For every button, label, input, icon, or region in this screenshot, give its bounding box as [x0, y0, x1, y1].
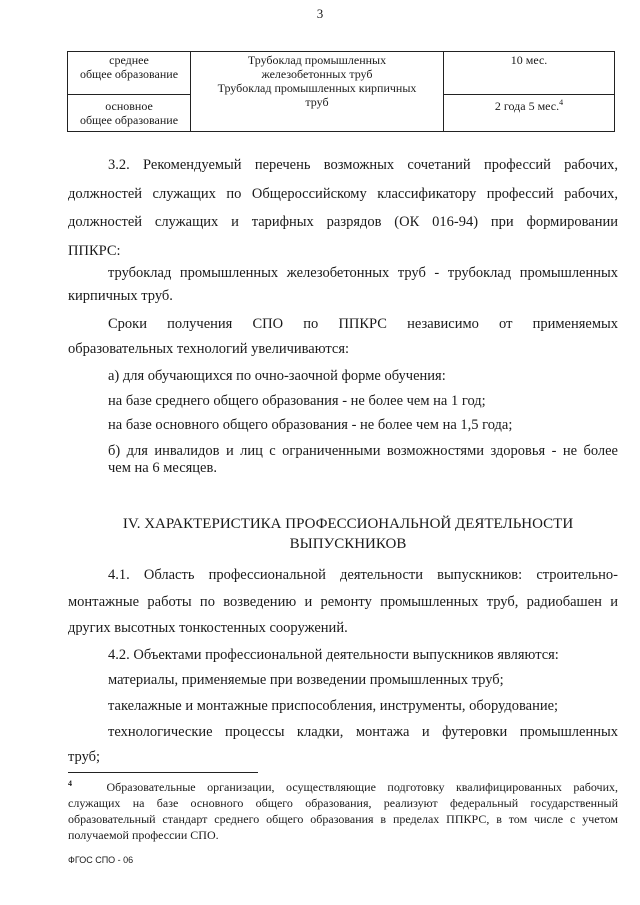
list-item: на базе основного общего образования - не более чем на 1,5 года; [108, 417, 513, 433]
list-item: б) для инвалидов и лиц с ограниченными возможностями здоровья - не более [108, 443, 618, 459]
education-level: основное [105, 99, 153, 113]
profession-cell [191, 52, 444, 132]
education-level: общее образование [79, 67, 179, 81]
paragraph-line: кирпичных труб. [68, 288, 173, 304]
document-code: ФГОС СПО - 06 [68, 855, 134, 865]
paragraph-line: должностей служащих и тарифных разрядов (ОК 016-94) при формировании [68, 214, 618, 230]
paragraph-line: 4.1. Область профессиональной деятельности выпускников: строительно- [108, 567, 618, 583]
list-item: на базе среднего общего образования - не более чем на 1 год; [108, 393, 486, 409]
footnote-divider [68, 772, 258, 773]
education-level: общее образование [79, 113, 179, 127]
list-item: чем на 6 месяцев. [108, 460, 217, 476]
footnote-line: получаемой профессии СПО. [68, 828, 219, 842]
footnote [68, 779, 618, 843]
profession-name: железобетонных труб [261, 67, 373, 81]
profession-name: труб [305, 95, 329, 109]
section-heading [88, 514, 608, 554]
education-level: среднее [109, 53, 149, 67]
paragraph-line: монтажные работы по возведению и ремонту промышленных труб, радиобашен и [68, 594, 618, 610]
education-cell [68, 52, 191, 95]
profession-name: Трубоклад промышленных [247, 53, 387, 67]
footnote-marker: 4 [68, 779, 72, 788]
term-cell [444, 95, 615, 132]
paragraph-line: Сроки получения СПО по ППКРС независимо от применяемых [108, 316, 618, 332]
heading-line: ВЫПУСКНИКОВ [289, 536, 407, 552]
list-item: такелажные и монтажные приспособления, инструменты, оборудование; [108, 698, 559, 714]
paragraph-line: ППКРС: [68, 243, 121, 259]
study-term: 10 мес. [510, 53, 548, 67]
list-item: труб; [68, 749, 101, 765]
page-number: 3 [316, 6, 324, 21]
paragraph-line: образовательных технологий увеличиваются: [68, 341, 350, 357]
footnote-line [68, 779, 618, 795]
list-item: материалы, применяемые при возведении промышленных труб; [108, 672, 504, 688]
paragraph-line: трубоклад промышленных железобетонных труб - трубоклад промышленных [108, 265, 618, 281]
study-term: 2 года 5 мес. [494, 99, 560, 113]
list-item: а) для обучающихся по очно-заочной форме обучения: [108, 368, 446, 384]
paragraph-line: других высотных тонкостенных сооружений. [68, 620, 348, 636]
list-item: технологические процессы кладки, монтажа и футеровки промышленных [108, 724, 618, 740]
paragraph-line: 3.2. Рекомендуемый перечень возможных сочетаний профессий рабочих, [108, 157, 618, 173]
profession-name: Трубоклад промышленных кирпичных [217, 81, 417, 95]
paragraph-line: 4.2. Объектами профессиональной деятельности выпускников являются: [108, 647, 559, 663]
footnote-ref: 4 [559, 98, 564, 107]
footnote-text: Образовательные организации, осуществляющие подготовку квалифицированных рабочих, [106, 780, 619, 794]
paragraph-line: должностей служащих по Общероссийскому классификатору профессий рабочих, [68, 186, 618, 202]
footnote-line: образовательный стандарт среднего общего образования в пределах ППКРС, в том числе с учетом [68, 812, 618, 826]
education-cell [68, 95, 191, 132]
study-term-wrap [444, 95, 614, 113]
term-cell [444, 52, 615, 95]
qualification-table [67, 51, 615, 132]
footnote-line: служащих на базе основного общего образования, реализуют федеральный государственный [68, 796, 618, 810]
table-row [68, 52, 615, 95]
heading-line: IV. ХАРАКТЕРИСТИКА ПРОФЕССИОНАЛЬНОЙ ДЕЯТЕЛЬНОСТИ [122, 516, 574, 532]
